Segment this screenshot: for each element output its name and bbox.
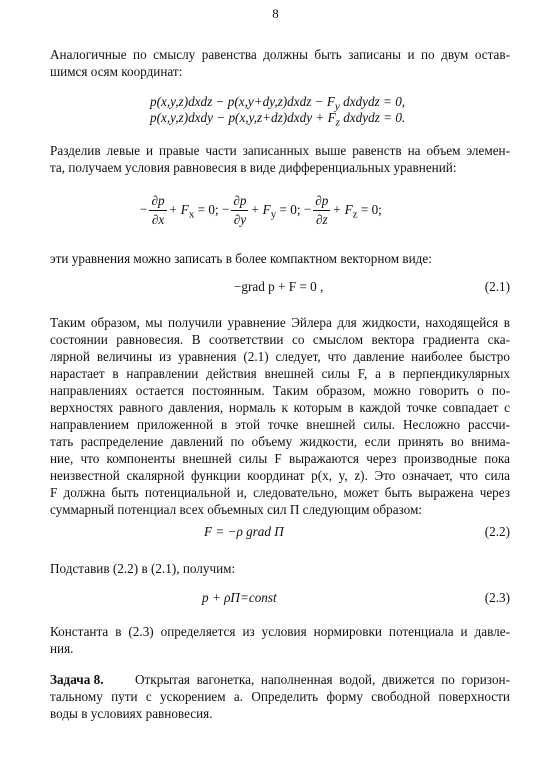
term-z: + F — [332, 201, 353, 217]
paragraph-4-line-9: ние, что компоненты внешней силы F выражаются через производные пока — [50, 451, 510, 466]
equation-number-2-1: (2.1) — [484, 279, 510, 294]
equation-2-1: −grad p + F = 0 , — [234, 279, 324, 294]
paragraph-1-line-2: шимся осям координат: — [50, 64, 183, 79]
fraction-dp-dz — [313, 192, 330, 229]
equation-number-2-3: (2.3) — [484, 590, 510, 605]
equation-a-text: p(x,y,z)dxdz − p(x,y+dy,z)dxdz − $F_y$ dxdydz = 0, — [150, 94, 406, 113]
equation-2-3: p + ρП=const — [202, 590, 277, 605]
paragraph-4-line-10: неизвестной скалярной функции координат p(x, y, z). Это означает, что сила — [50, 468, 510, 483]
subscript-y: y — [270, 208, 277, 221]
fraction-denominator: ∂z — [316, 212, 328, 227]
fraction-numerator: ∂p — [313, 192, 330, 211]
task-line-3: воды в условиях равновесия. — [50, 706, 213, 721]
force-term-y — [250, 201, 301, 221]
subscript-z: z — [352, 208, 358, 221]
page-number: 8 — [272, 6, 279, 21]
paragraph-4-line-1: Таким образом, мы получили уравнение Эйлера для жидкости, находящейся в — [50, 315, 510, 330]
fraction-numerator: ∂p — [231, 192, 248, 211]
fraction-denominator: ∂y — [233, 212, 247, 227]
equals-x: = 0; — [194, 201, 219, 217]
paragraph-4-line-3: лярной величины из уравнения (2.1) следует, что давление наиболее быстро — [50, 349, 510, 364]
equals-z: = 0; — [357, 201, 382, 217]
equation-number-2-2: (2.2) — [484, 524, 510, 539]
paragraph-6-line-2: ния. — [50, 641, 74, 656]
task-label: Задача 8. — [50, 672, 104, 687]
paragraph-4-line-11: F должна быть потенциальной и, следовательно, может быть выражена через — [50, 485, 510, 500]
equation-b — [150, 110, 405, 129]
paragraph-4-line-6: верхностях равного давления, нормаль к которым в каждой точке совпадает с — [50, 400, 510, 415]
term-x: + F — [168, 201, 189, 217]
fraction-dp-dx — [149, 192, 166, 229]
paragraph-4-line-7: направлением приложенной в этой точке внешней силы. Несложно рассчи- — [50, 417, 510, 432]
paragraph-1-line-1: Аналогичные по смыслу равенства должны быть записаны и по двум остав- — [50, 47, 510, 62]
equation-b-text: p(x,y,z)dxdy − p(x,y,z+dz)dxdy + $F_z$ dxdydz = 0. — [150, 110, 406, 129]
task-line-1: Открытая вагонетка, наполненная водой, движется по горизон- — [135, 672, 510, 687]
paragraph-5: Подставив (2.2) в (2.1), получим: — [50, 561, 236, 576]
equation-differential — [140, 192, 382, 229]
force-term-x — [168, 201, 219, 221]
paragraph-2-line-2: та, получаем условия равновесия в виде дифференциальных уравнений: — [50, 160, 457, 175]
paragraph-2-line-1: Разделив левые и правые части записанных выше равенств на объем элемен- — [50, 143, 510, 158]
minus-sign-2: − — [221, 201, 230, 217]
paragraph-4-line-12: суммарный потенциал всех объемных сил П следующим образом: — [50, 502, 423, 517]
paragraph-4-line-2: состоянии равновесия. В соответствии со смыслом вектора градиента ска- — [50, 332, 510, 347]
force-term-z — [332, 201, 382, 221]
term-y: + F — [250, 201, 271, 217]
equals-y: = 0; — [276, 201, 301, 217]
subscript-x: x — [188, 208, 195, 221]
task-line-2: тальному пути с ускорением a. Определить форму свободной поверхности — [50, 689, 510, 704]
paragraph-4-line-5: направлениях остается постоянным. Таким образом, можно говорить о по- — [50, 383, 510, 398]
task-label-wrap — [50, 671, 130, 688]
fraction-dp-dy — [231, 192, 248, 229]
fraction-denominator: ∂x — [151, 212, 165, 227]
paragraph-4-line-8: тать распределение давлений по объему жидкости, если принять во внима- — [50, 434, 510, 449]
equation-2-2: F = −ρ grad П — [204, 524, 284, 539]
fraction-numerator: ∂p — [149, 192, 166, 211]
minus-sign-1: − — [140, 201, 148, 217]
paragraph-3: эти уравнения можно записать в более компактном векторном виде: — [50, 251, 432, 266]
paragraph-6-line-1: Константа в (2.3) определяется из условия нормировки потенциала и давле- — [50, 624, 510, 639]
paragraph-4-line-4: нарастает в направлении действия внешней силы F, а в перпендикулярных — [50, 366, 510, 381]
minus-sign-3: − — [303, 201, 312, 217]
